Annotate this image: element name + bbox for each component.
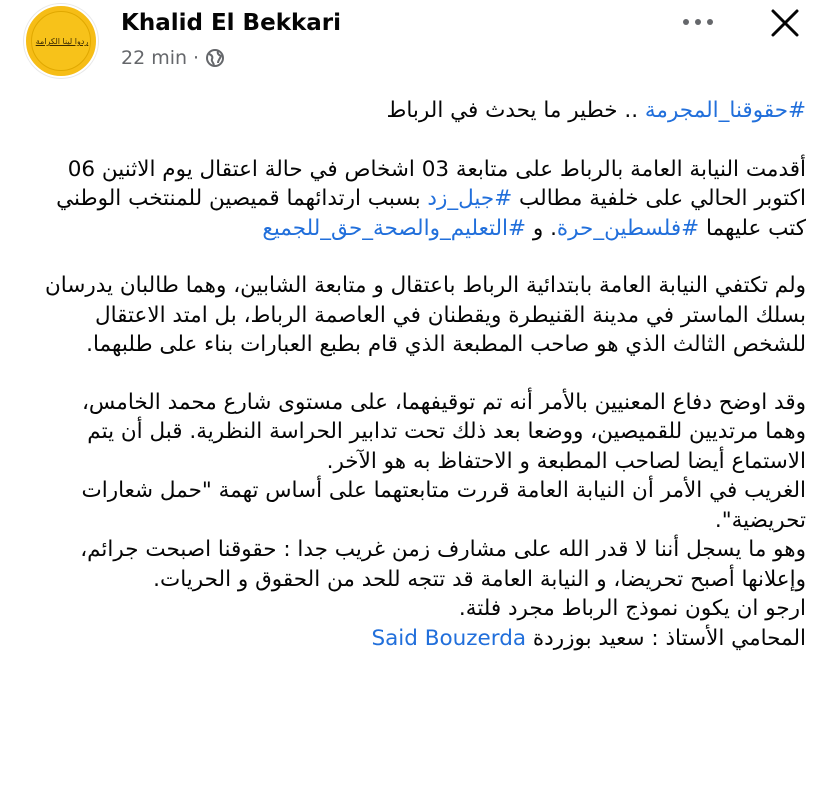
post-title-line xyxy=(40,96,806,126)
paragraph-4: الغريب في الأمر أن النيابة العامة قررت متابعتهما على أساس تهمة "حمل شعارات تحريضية". xyxy=(81,478,806,533)
globe-icon[interactable] xyxy=(205,48,225,68)
post-header xyxy=(0,0,828,96)
avatar[interactable] xyxy=(24,4,98,78)
lawyer-profile-link[interactable]: Said Bouzerda xyxy=(371,625,527,651)
post-time[interactable]: 22 min xyxy=(121,47,188,69)
paragraph-5: وهو ما يسجل أننا لا قدر الله على مشارف زمن غريب جدا : حقوقنا اصبحت جرائم، وإعلانها أصبح تحريضا، و النيابة العامة قد تتجه للحد من الحقوق و الحريات. xyxy=(80,537,806,592)
more-dot xyxy=(695,19,701,25)
paragraph-1-text-c: . و xyxy=(526,215,557,241)
hashtag-link[interactable]: #جيل_زد xyxy=(427,186,513,211)
paragraph-3: وقد اوضح دفاع المعنيين بالأمر أنه تم توقيفهما، على مستوى شارع محمد الخامس، وهما مرتديين للقميصين، ووضعا بعد ذلك تحت تدابير الحراسة النظرية. قبل أن يتم الاستماع أيضا لصاحب المطبعة و الاحتفاظ به هو الآخر. xyxy=(81,389,806,474)
author-name[interactable]: Khalid El Bekkari xyxy=(121,10,342,36)
more-dot xyxy=(707,19,713,25)
post-text xyxy=(40,96,806,653)
paragraph-1 xyxy=(40,155,806,244)
hashtag-link[interactable]: #فلسطين_حرة xyxy=(556,215,700,241)
paragraph-1-text-a: أقدمت النيابة العامة بالرباط على متابعة 03 اشخاص في حالة اعتقال يوم الاثنين 06 اكتوبر الحالي على خلفية مطالب xyxy=(67,156,806,211)
more-options-button[interactable] xyxy=(676,8,720,36)
meta-separator: · xyxy=(193,47,200,69)
hashtag-link[interactable]: #حقوقنا_المجرمة xyxy=(644,98,806,123)
close-icon xyxy=(770,8,800,38)
avatar-text: ردوا لينا الكرامة xyxy=(35,37,89,46)
paragraph-6: ارجو ان يكون نموذج الرباط مجرد فلتة. xyxy=(458,596,806,621)
close-button[interactable] xyxy=(762,2,808,44)
signature-line xyxy=(40,624,806,654)
avatar-image xyxy=(31,11,91,71)
post-meta xyxy=(121,47,225,69)
more-horizontal-icon xyxy=(683,19,689,25)
signature-label: المحامي الأستاذ : سعيد بوزردة xyxy=(526,625,806,651)
hashtag-link[interactable]: #التعليم_والصحة_حق_للجميع xyxy=(262,215,527,241)
title-text: .. خطير ما يحدث في الرباط xyxy=(386,98,645,123)
paragraph-1-text-b: بسبب ارتدائهما قميصين للمنتخب الوطني كتب عليهما xyxy=(56,186,806,241)
paragraph-2: ولم تكتفي النيابة العامة بابتدائية الرباط باعتقال و متابعة الشابين، وهما طالبان يدرسان بسلك الماستر في مدينة القنيطرة ويقطنان في العاصمة الرباط، بل امتد الاعتقال للشخص الثالث الذي هو صاحب المطبعة الذي قام بطبع العبارات بناء على طلبهما. xyxy=(44,273,806,357)
